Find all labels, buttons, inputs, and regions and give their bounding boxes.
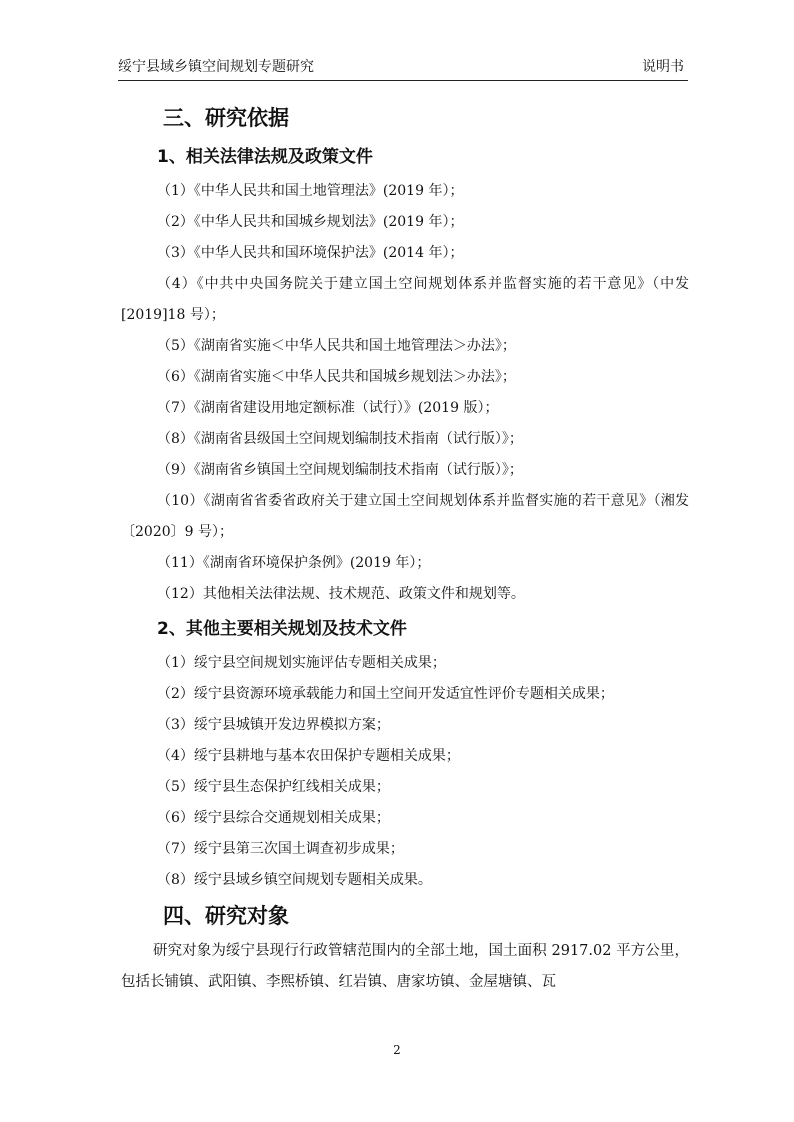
page-number: 2 <box>393 1043 401 1057</box>
page-content <box>121 98 689 998</box>
subsection-1-heading: 1、相关法律法规及政策文件 <box>157 147 373 167</box>
list-item: （4）绥宁县耕地与基本农田保护专题相关成果； <box>157 748 460 764</box>
list-item: （7）绥宁县第三次国土调查初步成果； <box>157 841 404 857</box>
list-item: （6）绥宁县综合交通规划相关成果； <box>157 810 390 826</box>
list-item: （7）《湖南省建设用地定额标准（试行）》(2019 版）； <box>157 400 499 416</box>
subsection-2-list <box>121 648 689 896</box>
list-item: （8）绥宁县域乡镇空间规划专题相关成果。 <box>157 872 432 888</box>
list-item: （8）《湖南省县级国土空间规划编制技术指南（试行版）》； <box>157 431 523 447</box>
list-item: （2）绥宁县资源环境承载能力和国土空间开发适宜性评价专题相关成果； <box>157 686 614 702</box>
list-item: （3）《中华人民共和国环境保护法》(2014 年）； <box>157 245 464 261</box>
list-item: （5）绥宁县生态保护红线相关成果； <box>157 779 390 795</box>
list-item: （11）《湖南省环境保护条例》(2019 年）； <box>157 555 431 571</box>
section-4-paragraph: 研究对象为绥宁县现行行政管辖范围内的全部土地，国土面积 2917.02 平方公里，包括长铺镇、武阳镇、李熙桥镇、红岩镇、唐家坊镇、金屋塘镇、瓦 <box>121 943 689 990</box>
list-item: （4）《中共中央国务院关于建立国土空间规划体系并监督实施的若干意见》（中发[2019]18 号）； <box>121 276 689 323</box>
subsection-2-heading: 2、其他主要相关规划及技术文件 <box>157 619 407 639</box>
subsection-1-list <box>121 176 689 610</box>
page-header <box>118 54 688 81</box>
section-4-heading: 四、研究对象 <box>163 904 289 928</box>
list-item: （2）《中华人民共和国城乡规划法》(2019 年）； <box>157 214 464 230</box>
header-doc-type: 说明书 <box>642 59 684 75</box>
list-item: （1）绥宁县空间规划实施评估专题相关成果； <box>157 655 446 671</box>
section-3-heading: 三、研究依据 <box>163 106 289 130</box>
list-item: （3）绥宁县城镇开发边界模拟方案； <box>157 717 390 733</box>
list-item: （1）《中华人民共和国土地管理法》(2019 年）； <box>157 183 464 199</box>
list-item: （10）《湖南省省委省政府关于建立国土空间规划体系并监督实施的若干意见》（湘发〔2020〕9 号）； <box>121 493 689 540</box>
header-title: 绥宁县域乡镇空间规划专题研究 <box>118 59 314 75</box>
list-item: （12）其他相关法律法规、技术规范、政策文件和规划等。 <box>157 586 525 602</box>
list-item: （6）《湖南省实施＜中华人民共和国城乡规划法＞办法》； <box>157 369 516 385</box>
list-item: （5）《湖南省实施＜中华人民共和国土地管理法＞办法》； <box>157 338 516 354</box>
list-item: （9）《湖南省乡镇国土空间规划编制技术指南（试行版）》； <box>157 462 523 478</box>
